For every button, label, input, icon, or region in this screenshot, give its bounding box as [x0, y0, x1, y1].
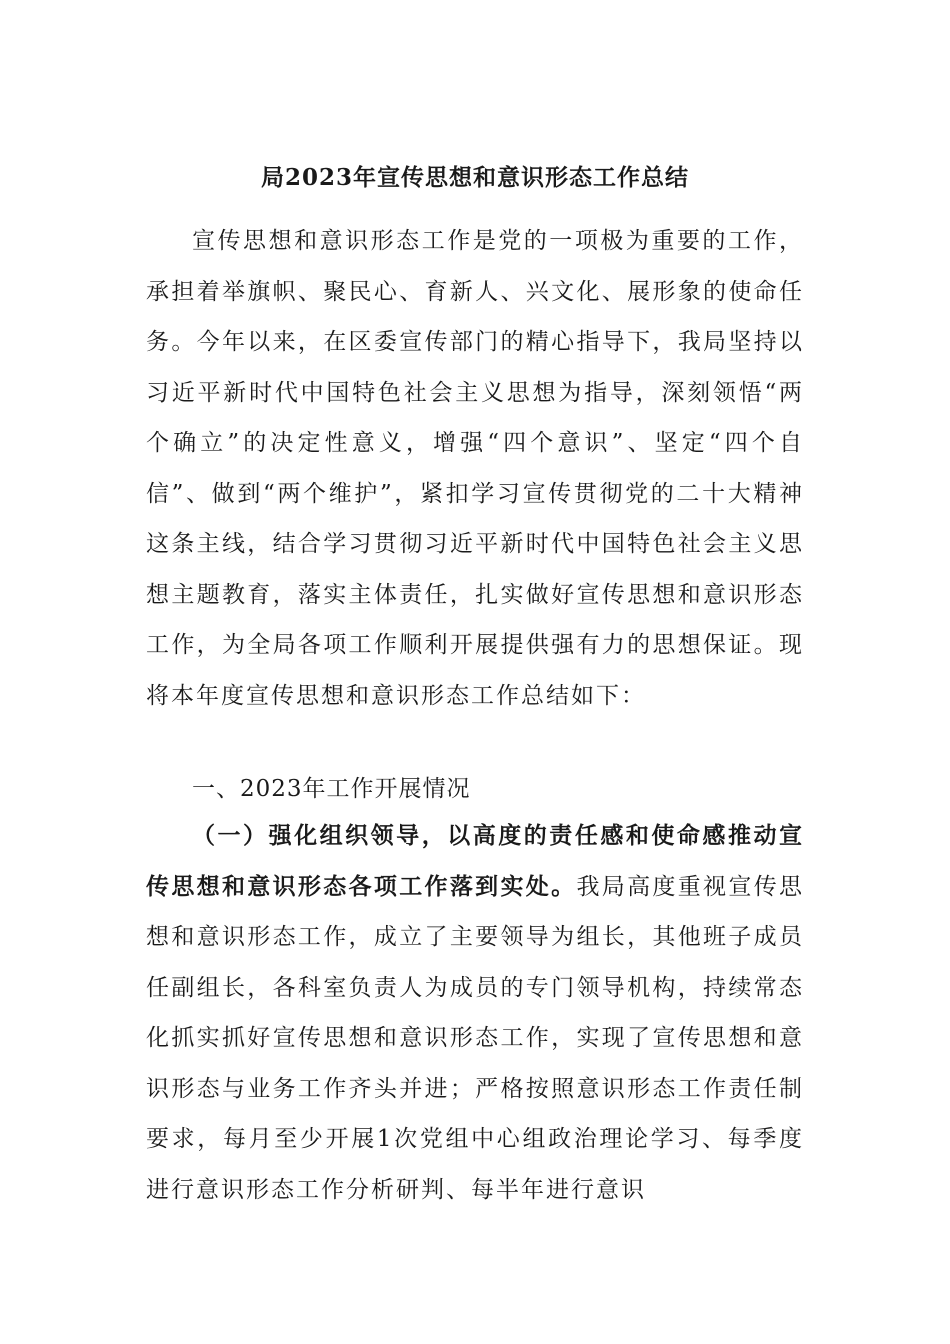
intro-paragraph: 宣传思想和意识形态工作是党的一项极为重要的工作，承担着举旗帜、聚民心、育新人、兴文化、展形象的使命任务。今年以来，在区委宣传部门的精心指导下，我局坚持以习近平新时代中国特色社会主义思想为指导，深刻领悟“两个确立”的决定性意义，增强“四个意识”、坚定“四个自信”、做到“两个维护”，紧扣学习宣传贯彻党的二十大精神这条主线，结合学习贯彻习近平新时代中国特色社会主义思想主题教育，落实主体责任，扎实做好宣传思想和意识形态工作，为全局各项工作顺利开展提供强有力的思想保证。现将本年度宣传思想和意识形态工作总结如下：: [146, 228, 804, 709]
section-heading: 一、2023年工作开展情况: [192, 776, 471, 802]
subsection-body: 我局高度重视宣传思想和意识形态工作，成立了主要领导为组长，其他班子成员任副组长，各科室负责人为成员的专门领导机构，持续常态化抓实抓好宣传思想和意识形态工作，实现了宣传思想和意识形态与业务工作齐头并进；严格按照意识形态工作责任制要求，每月至少开展1次党组中心组政治理论学习、每季度进行意识形态工作分析研判、每半年进行意识: [146, 873, 805, 1203]
document-title: 局2023年宣传思想和意识形态工作总结: [260, 164, 689, 191]
subsection-paragraph: [146, 811, 804, 1215]
subsection-lead: （一）强化组织领导，以高度的责任感和使命感推动宣传思想和意识形态各项工作落到实处。: [146, 822, 804, 900]
